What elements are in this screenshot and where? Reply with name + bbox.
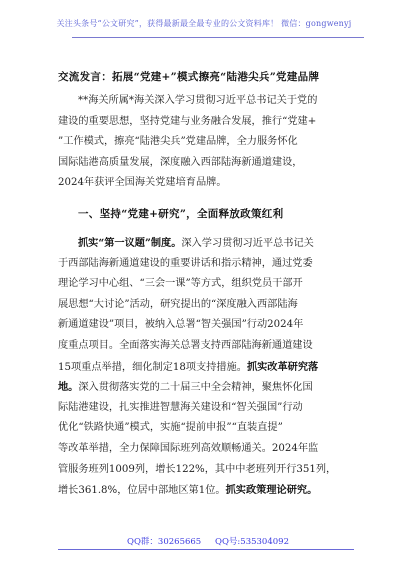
- paragraph-text: 增长361.8%，位居中部地区第1位。: [58, 485, 226, 497]
- bold-lead-reform-research: 抓实改革研究落: [246, 360, 319, 373]
- paragraph-line: 展思想“大讨论”活动，研究提出的“深度融入西部陆海: [58, 298, 298, 310]
- header-banner: 关注头条号“公文研究”，获得最新最全最专业的公文资料库！ 微信：gongwenyj: [56, 19, 352, 28]
- intro-line: ”工作模式，擦亮“陆港尖兵”党建品牌，全力服务怀化: [58, 136, 298, 148]
- paragraph-line: 际陆港建设，扎实推进智慧海关建设和“智关强国”行动: [58, 401, 303, 413]
- footer-divider: [58, 549, 354, 550]
- paragraph-line: 新通道建设”项目，被纳入总署“智关强国”行动2024年: [58, 319, 304, 331]
- footer: [0, 535, 408, 549]
- bold-lead-policy-research: 抓实政策理论研究。: [225, 484, 318, 497]
- paragraph-line: [58, 233, 354, 254]
- paragraph-text: 15项重点举措，细化制定18项支持措施。: [58, 361, 247, 373]
- paragraph-line: 管服务班列1009列，增长122%，其中中老班列开行351列，: [58, 463, 337, 475]
- intro-line: 建设的重要思想，坚持党建与业务融合发展，推行“党建+: [58, 115, 317, 127]
- paragraph-line: 度重点项目。全面落实海关总署支持西部陆海新通道建设: [58, 339, 313, 351]
- intro-paragraph: [58, 91, 354, 194]
- paragraph-text: 深入学习贯彻习近平总书记关: [181, 238, 314, 249]
- bold-lead-first-topic: 抓实“第一议题”制度。: [78, 237, 182, 249]
- header-divider: [72, 37, 364, 38]
- document-title: 交流发言：拓展“党建+”模式擦亮“陆港尖兵”党建品牌: [58, 71, 320, 83]
- paragraph-line: 等改革举措，全力保障国际班列高效顺畅通关。2024年监: [58, 442, 319, 454]
- footer-qq-group: QQ群：30265665: [127, 537, 202, 547]
- paragraph-line: 于西部陆海新通道建设的重要讲话和指示精神，通过党委: [58, 257, 313, 269]
- intro-line: **海关所属*海关深入学习贯彻习近平总书记关于党的: [78, 95, 318, 106]
- paragraph-line: 理论学习中心组、“三会一课”等方式，组织党员干部开: [58, 278, 303, 290]
- paragraph-line: [58, 357, 354, 378]
- section-paragraph: [58, 233, 354, 501]
- footer-qq-number: QQ号:535304092: [215, 537, 289, 547]
- bold-lead-reform-research-end: 地。: [58, 381, 79, 394]
- intro-line: 2024年获评全国海关党建培育品牌。: [58, 177, 227, 189]
- paragraph-text: 深入贯彻落实党的二十届三中全会精神，聚焦怀化国: [78, 382, 313, 394]
- paragraph-line: [58, 480, 354, 501]
- section-heading: 一、坚持“党建+研究”，全面释放政策红利: [78, 208, 284, 220]
- paragraph-line: [58, 377, 354, 398]
- intro-line: 国际陆港高质量发展，深度融入西部陆海新通道建设，: [58, 156, 303, 168]
- paragraph-line: 优化“铁路快通”模式，实施“提前申报”“直装直提”: [58, 422, 283, 434]
